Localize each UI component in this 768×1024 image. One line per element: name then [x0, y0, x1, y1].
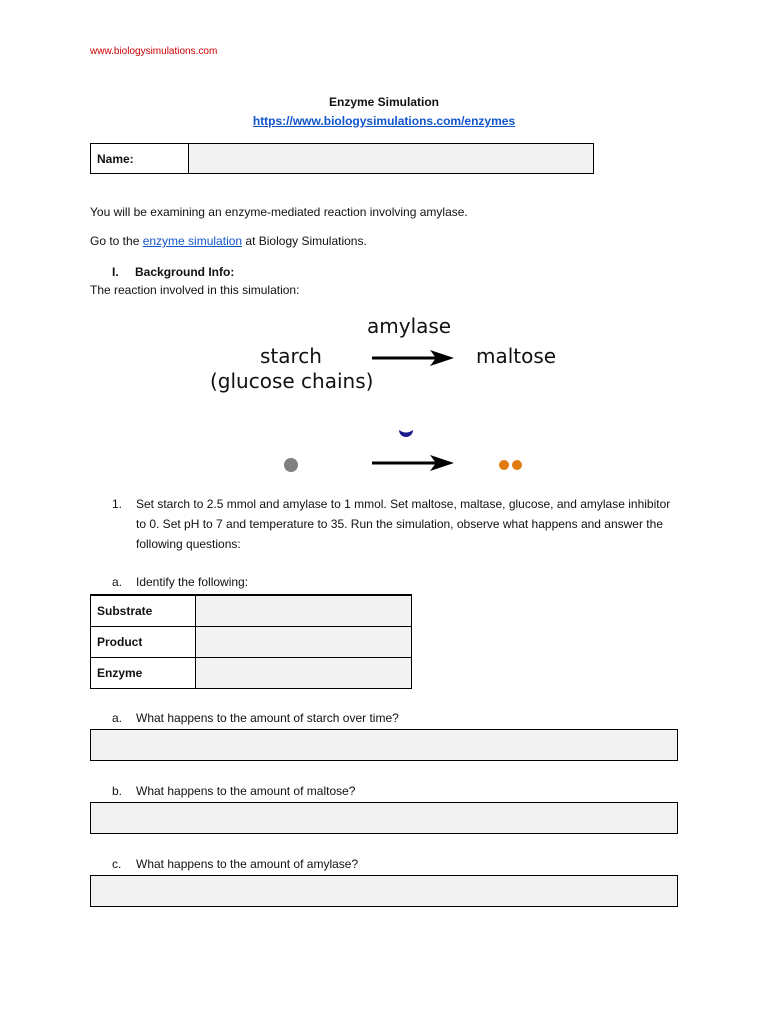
intro-prefix: Go to the: [90, 234, 143, 248]
subquestion-text: What happens to the amount of starch over time?: [136, 711, 399, 725]
subquestion-amylase: [112, 857, 358, 871]
substrate-answer[interactable]: [196, 595, 412, 627]
enzyme-row-label: Enzyme: [91, 658, 196, 689]
reactant-note: (glucose chains): [210, 369, 374, 393]
enzyme-answer[interactable]: [196, 658, 412, 689]
subquestion-maltose: [112, 784, 355, 798]
question-1: [112, 494, 672, 554]
amylase-answer-box[interactable]: [90, 875, 678, 907]
starch-molecule-icon: [280, 454, 302, 476]
product-answer[interactable]: [196, 627, 412, 658]
enzyme-molecule-icon: [392, 424, 420, 446]
question-number: 1.: [112, 497, 123, 511]
subquestion-starch: [112, 711, 399, 725]
starch-answer-box[interactable]: [90, 729, 678, 761]
simulation-url-link[interactable]: https://www.biologysimulations.com/enzymes: [252, 114, 516, 128]
name-input[interactable]: [189, 144, 593, 173]
subquestion-text: Identify the following:: [136, 575, 249, 589]
table-row: [91, 595, 412, 627]
identify-prompt: [112, 575, 248, 589]
table-row: [91, 627, 412, 658]
table-row: [91, 658, 412, 689]
maltose-molecule-icon: [494, 456, 528, 474]
reactant-label: starch: [260, 344, 322, 368]
product-label: maltose: [476, 344, 557, 368]
subquestion-text: What happens to the amount of amylase?: [136, 857, 359, 871]
subquestion-letter: b.: [112, 784, 123, 798]
section-title: Background Info:: [135, 265, 235, 279]
subquestion-letter: a.: [112, 711, 123, 725]
intro-text: You will be examining an enzyme-mediated reaction involving amylase.: [90, 205, 468, 219]
subquestion-letter: c.: [112, 857, 122, 871]
site-url[interactable]: www.biologysimulations.com: [90, 46, 218, 57]
subquestion-text: What happens to the amount of maltose?: [136, 784, 356, 798]
page-title: Enzyme Simulation: [328, 95, 440, 109]
intro-suffix: at Biology Simulations.: [242, 234, 367, 248]
substrate-label: Substrate: [91, 595, 196, 627]
identify-table: [90, 594, 412, 689]
intro-instruction: [90, 234, 367, 248]
name-label: Name:: [91, 144, 189, 173]
subquestion-letter: a.: [112, 575, 123, 589]
product-row-label: Product: [91, 627, 196, 658]
molecule-reaction-arrow: [368, 453, 458, 473]
maltose-answer-box[interactable]: [90, 802, 678, 834]
section-number: I.: [112, 265, 119, 279]
enzyme-simulation-link[interactable]: enzyme simulation: [142, 234, 243, 248]
section-heading: [112, 265, 234, 279]
simulation-link-row: [0, 114, 768, 128]
reaction-arrow: [368, 348, 458, 368]
reaction-description: The reaction involved in this simulation:: [90, 283, 300, 297]
question-text: Set starch to 2.5 mmol and amylase to 1 mmol. Set maltose, maltase, glucose, and amylase inhibitor to 0. Set pH to 7 and temperature to 35. Run the simulation, observe what happens and answer the following questions:: [136, 497, 671, 551]
enzyme-label: amylase: [367, 314, 452, 338]
name-table: [90, 143, 594, 174]
